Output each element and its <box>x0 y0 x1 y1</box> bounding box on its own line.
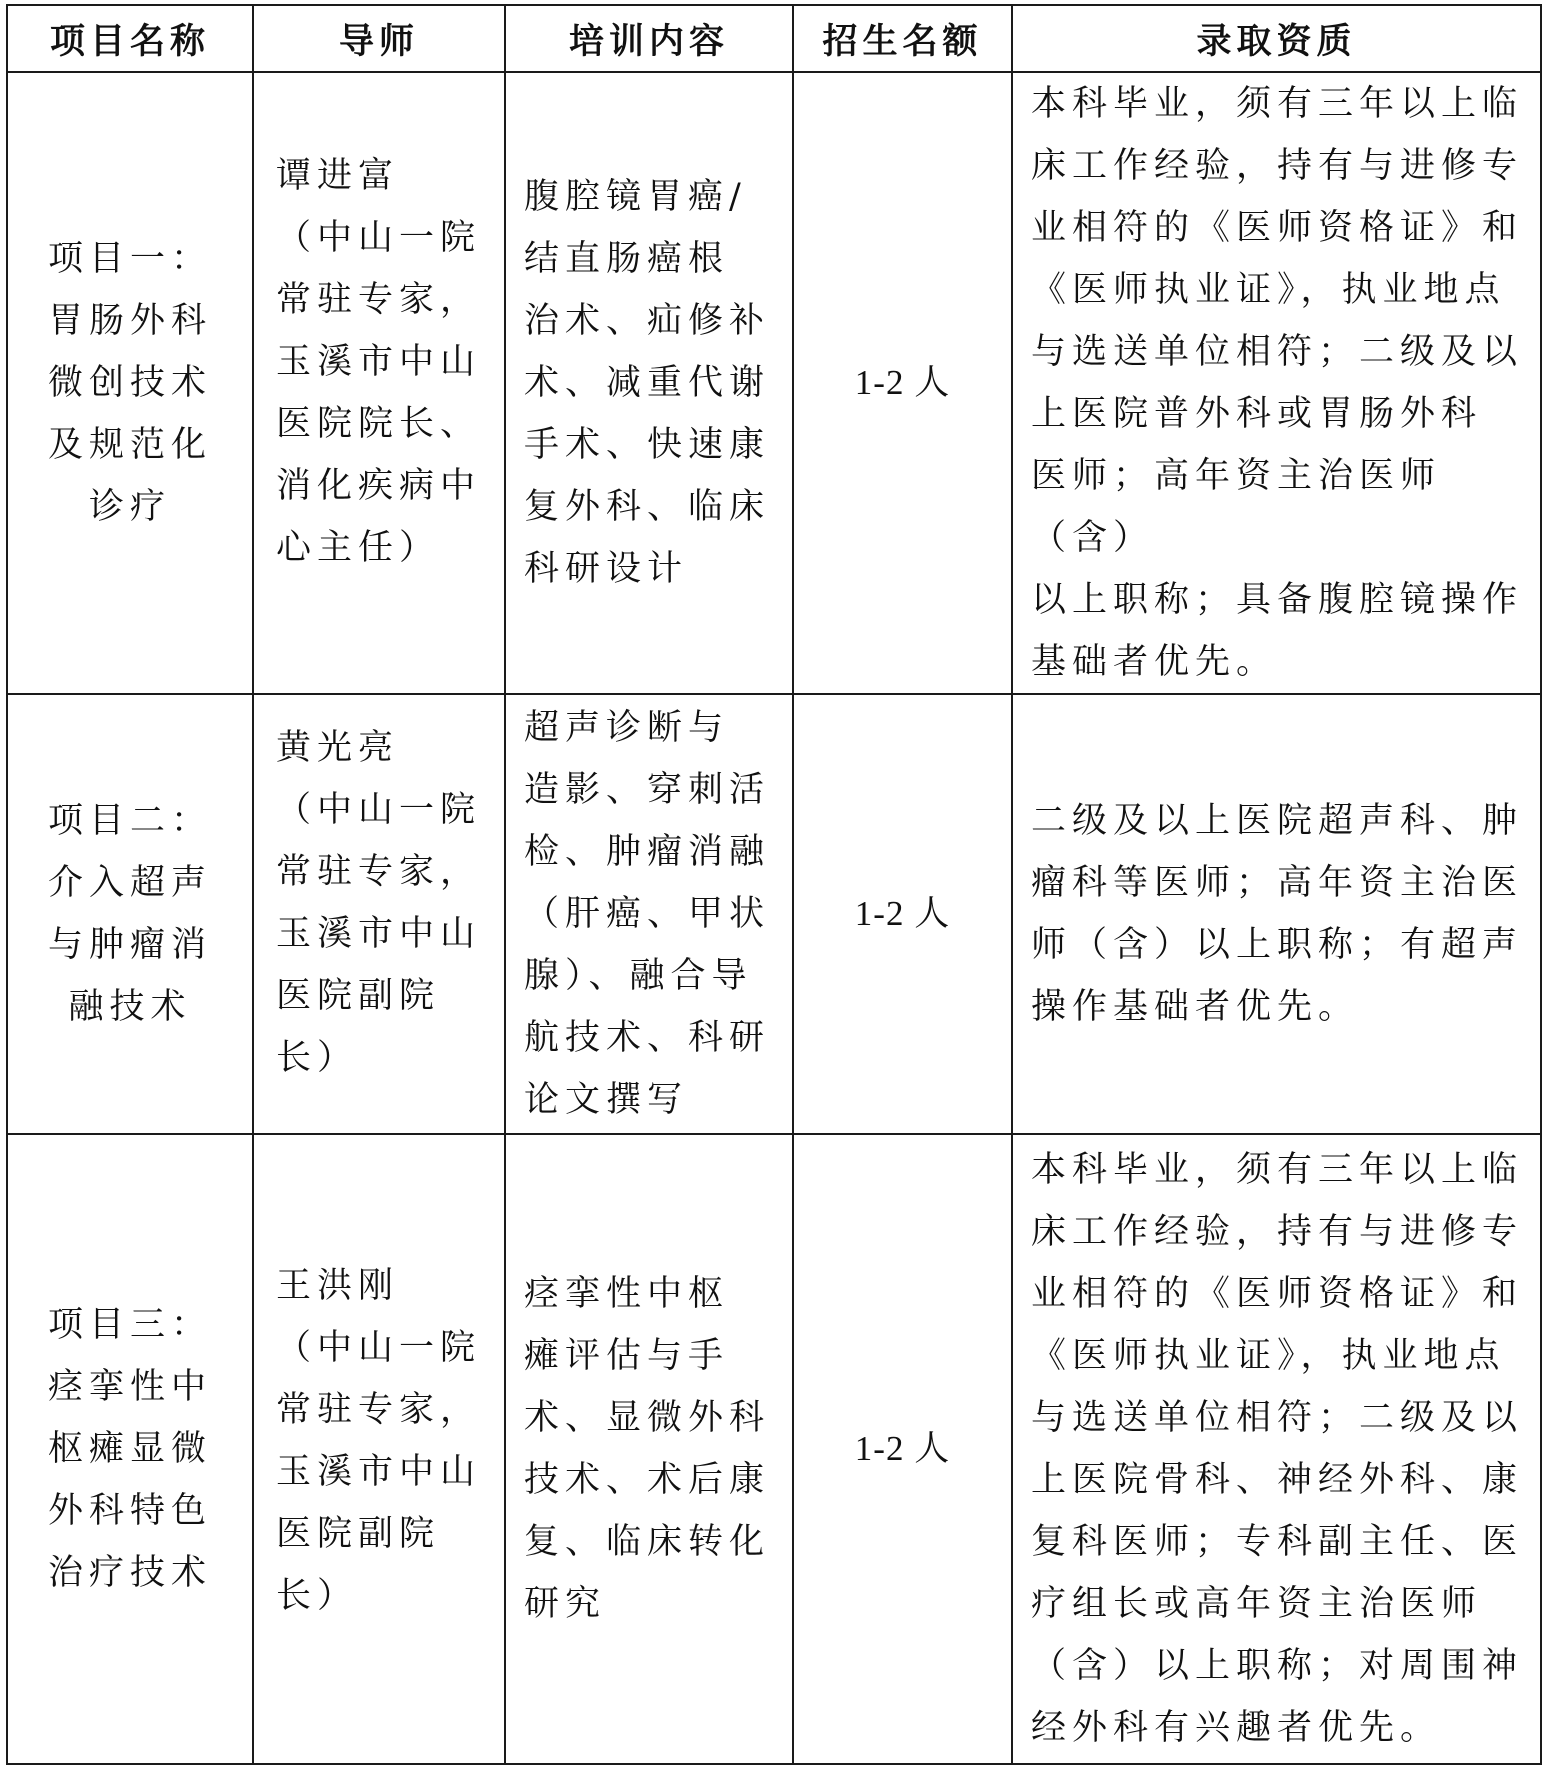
table-header-row <box>7 5 1541 72</box>
mentor-info: 黄光亮 （中山一院 常驻专家， 玉溪市中山 医院副院 长） <box>276 728 482 1078</box>
admission-requirements: 本科毕业，须有三年以上临 床工作经验，持有与进修专 业相符的《医师资格证》和 《医师执业证》，执业地点 与选送单位相符；二级及以 上医院普外科或胃肠外科 医师；高年资主治医师（含） 以上职称；具备腹腔镜操作 基础者优先。 <box>1031 84 1524 682</box>
header-project-name: 项目名称 <box>7 5 253 72</box>
enrollment-quota: 1-2 人 <box>854 894 951 933</box>
enrollment-quota: 1-2 人 <box>854 1429 951 1468</box>
quota-cell <box>793 694 1012 1134</box>
header-training-content: 培训内容 <box>505 5 793 72</box>
project-name: 项目三： 痉挛性中 枢瘫显微 外科特色 治疗技术 <box>47 1305 212 1593</box>
mentor-info: 谭进富 （中山一院 常驻专家， 玉溪市中山 医院院长、 消化疾病中 心主任） <box>276 156 482 568</box>
requirements-cell <box>1012 694 1541 1134</box>
training-content-cell <box>505 694 793 1134</box>
enrollment-quota: 1-2 人 <box>854 363 951 402</box>
mentor-cell <box>253 694 505 1134</box>
training-content: 痉挛性中枢 瘫评估与手 术、显微外科 技术、术后康 复、临床转化 研究 <box>524 1274 771 1624</box>
quota-cell <box>793 72 1012 694</box>
requirements-cell <box>1012 1134 1541 1764</box>
table-row <box>7 72 1541 694</box>
admission-requirements: 本科毕业，须有三年以上临 床工作经验，持有与进修专 业相符的《医师资格证》和 《医师执业证》，执业地点 与选送单位相符；二级及以 上医院骨科、神经外科、康 复科医师；专科副主任、医 疗组长或高年资主治医师 （含）以上职称；对周围神 经外科有兴趣者优先。 <box>1031 1150 1524 1748</box>
project-name: 项目一： 胃肠外科 微创技术 及规范化 诊疗 <box>47 239 212 527</box>
mentor-cell <box>253 72 505 694</box>
mentor-info: 王洪刚 （中山一院 常驻专家， 玉溪市中山 医院副院 长） <box>276 1266 482 1616</box>
table-row <box>7 1134 1541 1764</box>
mentor-cell <box>253 1134 505 1764</box>
training-content: 腹腔镜胃癌/ 结直肠癌根 治术、疝修补 术、减重代谢 手术、快速康 复外科、临床 科研设计 <box>524 177 771 589</box>
project-name: 项目二： 介入超声 与肿瘤消 融技术 <box>47 801 212 1027</box>
project-name-cell <box>7 72 253 694</box>
project-name-cell <box>7 1134 253 1764</box>
training-content: 超声诊断与 造影、穿刺活 检、肿瘤消融 （肝癌、甲状 腺）、融合导 航技术、科研 论文撰写 <box>524 708 771 1120</box>
training-projects-table <box>6 4 1542 1765</box>
requirements-cell <box>1012 72 1541 694</box>
quota-cell <box>793 1134 1012 1764</box>
header-enrollment-quota: 招生名额 <box>793 5 1012 72</box>
header-mentor: 导师 <box>253 5 505 72</box>
training-content-cell <box>505 72 793 694</box>
header-admission-requirements: 录取资质 <box>1012 5 1541 72</box>
project-name-cell <box>7 694 253 1134</box>
admission-requirements: 二级及以上医院超声科、肿 瘤科等医师；高年资主治医 师（含）以上职称；有超声 操作基础者优先。 <box>1031 801 1524 1027</box>
training-content-cell <box>505 1134 793 1764</box>
table-row <box>7 694 1541 1134</box>
